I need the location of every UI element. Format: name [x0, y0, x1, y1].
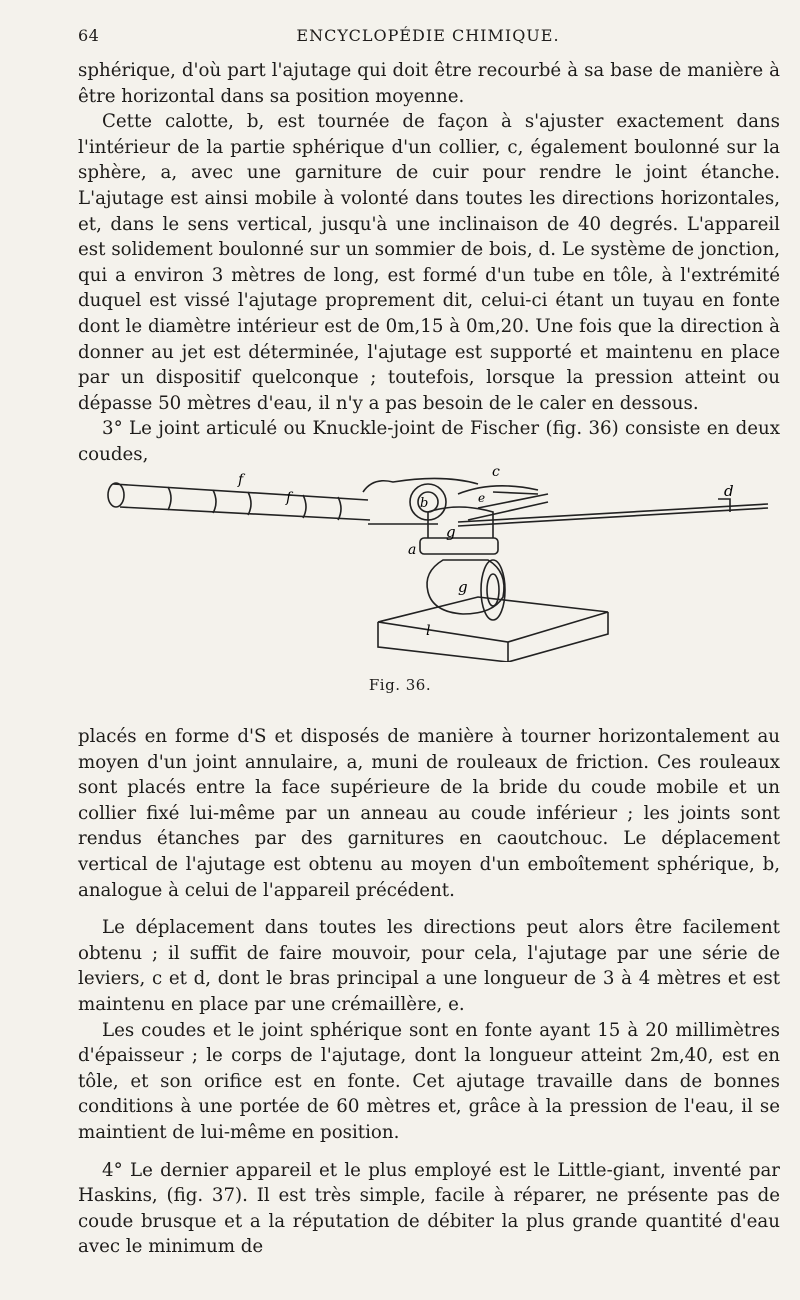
figure-label: g [446, 523, 456, 541]
figure-label: b [420, 496, 429, 511]
page-header [78, 26, 778, 48]
text-block-bottom [78, 724, 780, 1260]
paragraph: 4° Le dernier appareil et le plus employé est le Little-giant, inventé par Haskins, (fig. 37). Il est très simple, facile à réparer, ne présente pas de coude brusque et a la réputation de débiter la plus grande quantité d'eau avec le minimum de [78, 1159, 780, 1258]
figure-caption: Fig. 36. [368, 676, 432, 694]
figure-label: d [724, 482, 734, 500]
figure-label: e [478, 491, 486, 505]
paragraph: 3° Le joint articulé ou Knuckle-joint de Fischer (fig. 36) consiste en deux coudes, [78, 418, 780, 465]
figure-knuckle-joint [98, 462, 778, 662]
paragraph: Cette calotte, b, est tournée de façon à s'ajuster exactement dans l'intérieur de la partie sphérique d'un collier, c, également boulonné sur la sphère, a, avec une garniture de cuir pour rendre le joint étanche. L'ajutage est ainsi mobile à volonté dans toutes les directions horizontales, et, dans le sens vertical, jusqu'à une inclinaison de 40 degrés. L'appareil est solidement boulonné sur un sommier de bois, d. Le système de jonction, qui a environ 3 mètres de long, est formé d'un tube en tôle, à l'extrémité duquel est vissé l'ajutage proprement dit, celui-ci étant un tuyau en fonte dont le diamètre intérieur est de 0m,15 à 0m,20. Une fois que la direction à donner au jet est déterminée, l'ajutage est supporté et maintenu en place par un dispositif quelconque ; toutefois, lorsque la pression atteint ou dépasse 50 mètres d'eau, il n'y a pas besoin de le caler en dessous. [78, 111, 780, 414]
figure-label: c [492, 464, 500, 480]
paragraph: sphérique, d'où part l'ajutage qui doit être recourbé à sa base de manière à être horizontal dans sa position moyenne. [78, 60, 780, 107]
figure-label: f [286, 490, 292, 506]
knuckle-joint-illustration [98, 462, 778, 662]
figure-label: g [458, 578, 468, 596]
figure-label: f [238, 472, 244, 488]
text-block-top [78, 58, 780, 468]
paragraph: Le déplacement dans toutes les directions peut alors être facilement obtenu ; il suffit de faire mouvoir, pour cela, l'ajutage par une série de leviers, c et d, dont le bras principal a une longueur de 3 à 4 mètres et est maintenu en place par une crémaillère, e. [78, 917, 780, 1015]
paragraph: placés en forme d'S et disposés de manière à tourner horizontalement au moyen d'un joint annulaire, a, muni de rouleaux de friction. Ces rouleaux sont placés entre la face supérieure de la bride du coude mobile et un collier fixé lui-même par un anneau au coude inférieur ; les joints sont rendus étanches par des garnitures en caoutchouc. Le déplacement vertical de l'ajutage est obtenu au moyen d'un emboîtement sphérique, b, analogue à celui de l'appareil précédent. [78, 726, 780, 901]
figure-label: l [426, 623, 431, 639]
figure-label: a [408, 542, 417, 558]
page-number: 64 [78, 26, 100, 45]
running-title: ENCYCLOPÉDIE CHIMIQUE. [296, 26, 560, 45]
paragraph: Les coudes et le joint sphérique sont en fonte ayant 15 à 20 millimètres d'épaisseur ; le corps de l'ajutage, dont la longueur atteint 2m,40, est en tôle, et son orifice est en fonte. Cet ajutage travaille dans de bonnes conditions à une portée de 60 mètres et, grâce à la pression de l'eau, il se maintient de lui-même en position. [78, 1019, 780, 1143]
